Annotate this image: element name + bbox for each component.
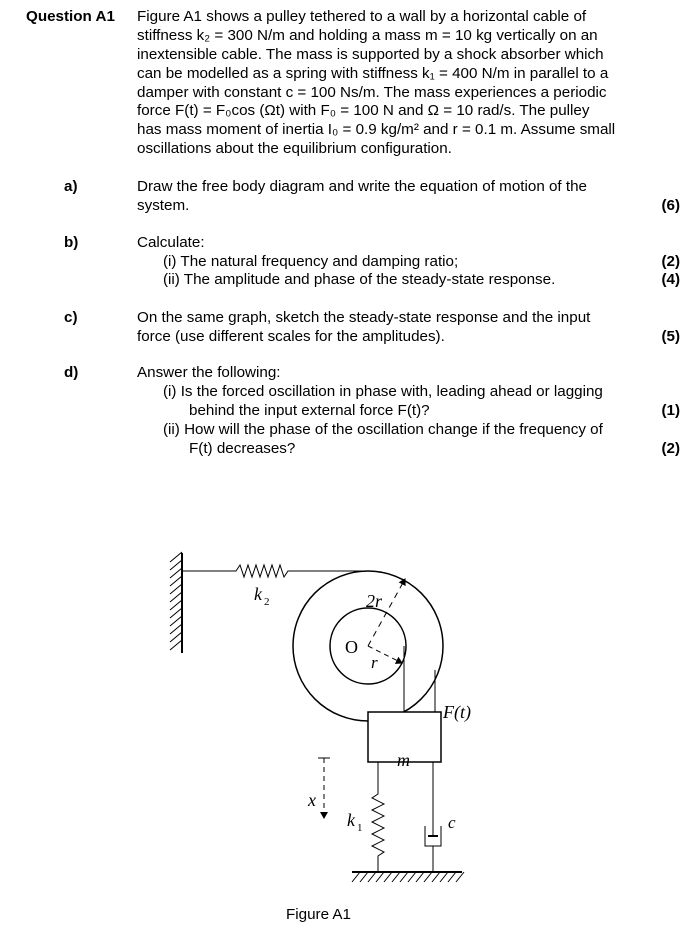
displacement-x-indicator [318,758,330,818]
label-k2-sub: 2 [264,596,270,608]
part-b-item: (ii) The amplitude and phase of the steady-state response. [163,271,556,288]
figure-caption: Figure A1 [286,906,352,923]
label-k1-sub: 1 [357,822,363,834]
part-a-text: system. [137,197,190,214]
label-mass: m [397,750,410,770]
part-d-item-marks: (2) [661,440,680,457]
intro-line: damper with constant c = 100 Ns/m. The mass experiences a periodic [137,84,607,101]
part-c-marks: (5) [661,328,680,345]
part-d-item-marks: (1) [661,402,680,419]
intro-line: force F(t) = F₀cos (Ωt) with F₀ = 100 N and Ω = 10 rad/s. The pulley [137,102,590,119]
intro-line: has mass moment of inertia I₀ = 0.9 kg/m² and r = 0.1 m. Assume small [137,121,616,138]
part-d-lead: Answer the following: [137,364,281,381]
label-damper-c: c [448,813,456,832]
part-a-text: Draw the free body diagram and write the equation of motion of the [137,178,587,195]
intro-line: can be modelled as a spring with stiffness k₁ = 400 N/m in parallel to a [137,65,609,82]
damper-c [425,762,441,872]
label-k2: k [254,584,262,604]
part-b-label: b) [64,234,79,251]
intro-line: oscillations about the equilibrium configuration. [137,140,452,157]
spring-k2 [182,565,368,577]
part-c-label: c) [64,309,78,326]
part-d-item: F(t) decreases? [189,440,296,457]
label-x: x [308,790,316,810]
ground [352,872,464,882]
question-title: Question A1 [26,8,115,25]
label-center-o: O [345,637,358,657]
part-a-marks: (6) [661,197,680,214]
part-b-item: (i) The natural frequency and damping ratio; [163,253,459,270]
label-r: r [371,653,378,672]
part-d-item: behind the input external force F(t)? [189,402,430,419]
label-force: F(t) [443,702,471,722]
part-b-item-marks: (4) [661,271,680,288]
intro-line: inextensible cable. The mass is supported by a shock absorber which [137,46,604,63]
part-c-text: On the same graph, sketch the steady-state response and the input [137,309,591,326]
label-2r: 2r [366,591,383,611]
part-b-lead: Calculate: [137,234,205,251]
part-c-text: force (use different scales for the amplitudes). [137,328,445,345]
part-a-label: a) [64,178,78,195]
intro-line: stiffness k₂ = 300 N/m and holding a mass m = 10 kg vertically on an [137,27,598,44]
spring-k1 [372,762,384,872]
figure-a1-diagram [0,540,700,890]
part-d-item: (i) Is the forced oscillation in phase with, leading ahead or lagging [163,383,603,400]
intro-line: Figure A1 shows a pulley tethered to a wall by a horizontal cable of [137,8,587,25]
part-d-label: d) [64,364,79,381]
wall [170,552,182,653]
label-k1: k [347,810,355,830]
part-b-item-marks: (2) [661,253,680,270]
part-d-item: (ii) How will the phase of the oscillation change if the frequency of [163,421,603,438]
